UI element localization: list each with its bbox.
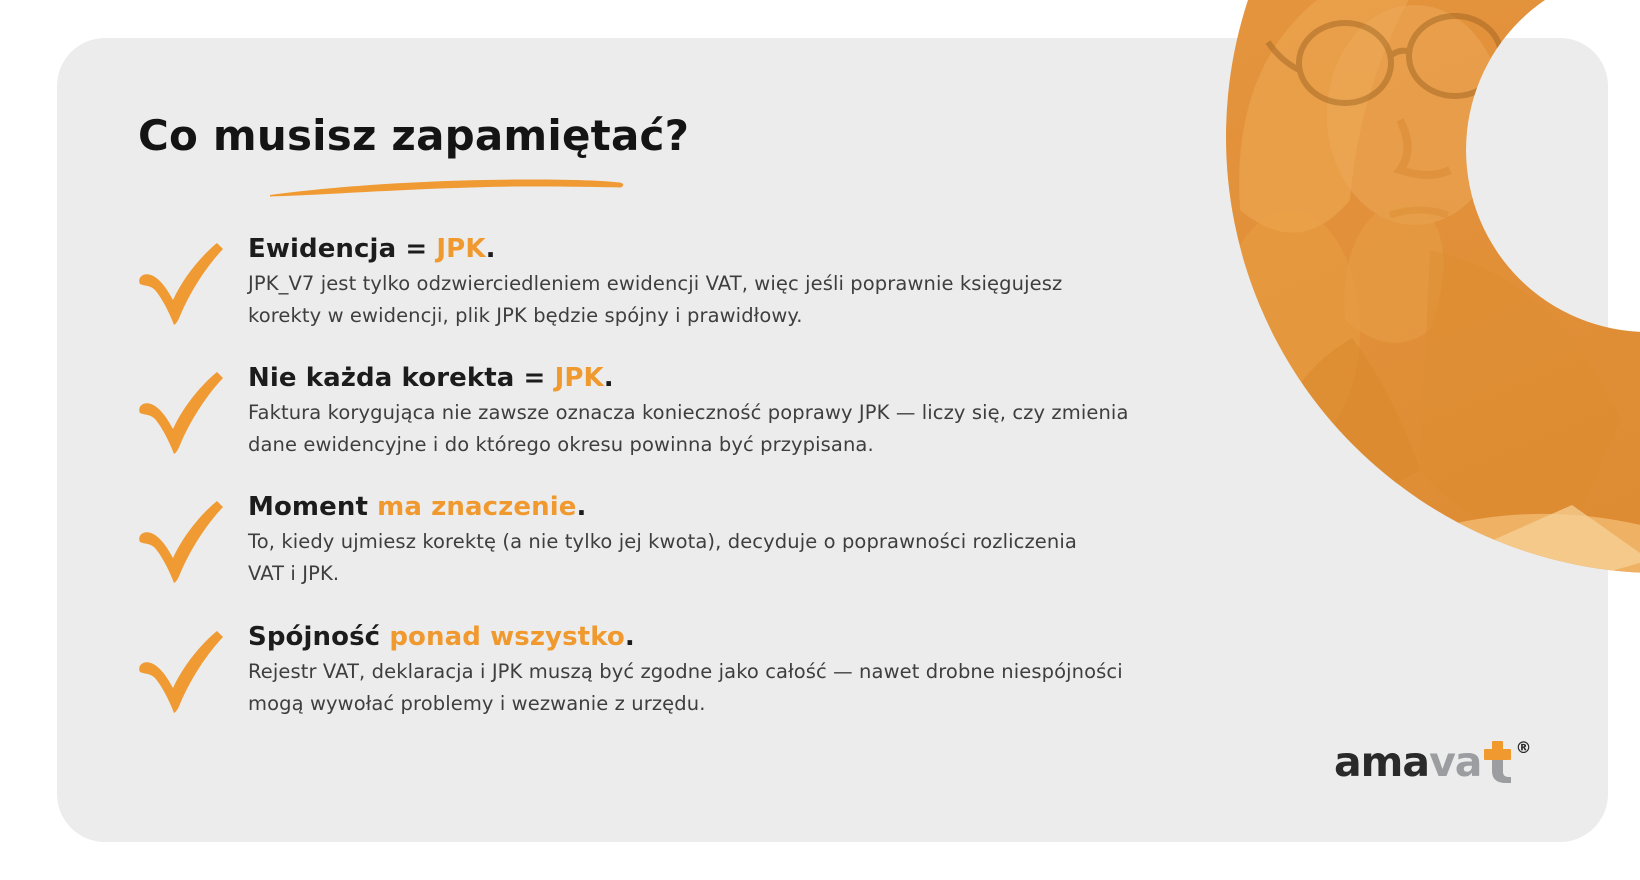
heading-prefix: Moment [248,492,378,522]
heading-prefix: Spójność [248,622,390,652]
body-line: To, kiedy ujmiesz korektę (a nie tylko jej kwota), decyduje o poprawności rozliczenia [248,530,1077,553]
heading-accent: ma znaczenie [377,492,577,522]
body-line: mogą wywołać problemy i wezwanie z urzędu. [248,692,706,715]
item-body [248,656,1213,720]
list-item-text [248,234,1213,332]
logo-t-plus-icon [1484,741,1511,783]
registered-trademark-icon: ® [1515,738,1532,757]
list-item [133,492,1213,590]
item-heading [248,622,1213,652]
body-line: VAT i JPK. [248,562,340,585]
checkmark-icon [133,371,227,455]
amavat-logo [1334,736,1531,784]
heading-prefix: Ewidencja = [248,234,437,264]
body-line: Rejestr VAT, deklaracja i JPK muszą być zgodne jako całość — nawet drobne niespójności [248,660,1123,683]
heading-prefix: Nie każda korekta = [248,363,555,393]
list-item-text [248,622,1213,720]
heading-suffix: . [576,492,587,522]
list-item [133,622,1213,720]
item-body [248,397,1213,461]
checkmark-icon [133,242,227,326]
list-item [133,234,1213,332]
list-item-text [248,363,1213,461]
heading-suffix: . [485,234,496,264]
page-title: Co musisz zapamiętać? [138,111,690,160]
body-line: dane ewidencyjne i do którego okresu powinna być przypisana. [248,433,874,456]
item-heading [248,363,1213,393]
heading-accent: ponad wszystko [389,622,625,652]
item-heading [248,234,1213,264]
body-line: Faktura korygująca nie zawsze oznacza konieczność poprawy JPK — liczy się, czy zmienia [248,401,1129,424]
heading-accent: JPK [554,363,604,393]
title-underline-swoosh-icon [268,176,628,198]
body-line: JPK_V7 jest tylko odzwierciedleniem ewidencji VAT, więc jeśli poprawnie księgujesz [248,272,1063,295]
item-heading [248,492,1213,522]
list-item-text [248,492,1213,590]
body-line: korekty w ewidencji, plik JPK będzie spójny i prawidłowy. [248,304,803,327]
heading-accent: JPK [436,234,486,264]
item-body [248,526,1213,590]
logo-text-gray: va [1429,738,1482,786]
heading-suffix: . [603,363,614,393]
checkmark-icon [133,500,227,584]
heading-suffix: . [624,622,635,652]
list-item [133,363,1213,461]
logo-text-dark: ama [1334,738,1430,786]
item-body [248,268,1213,332]
checkmark-icon [133,630,227,714]
